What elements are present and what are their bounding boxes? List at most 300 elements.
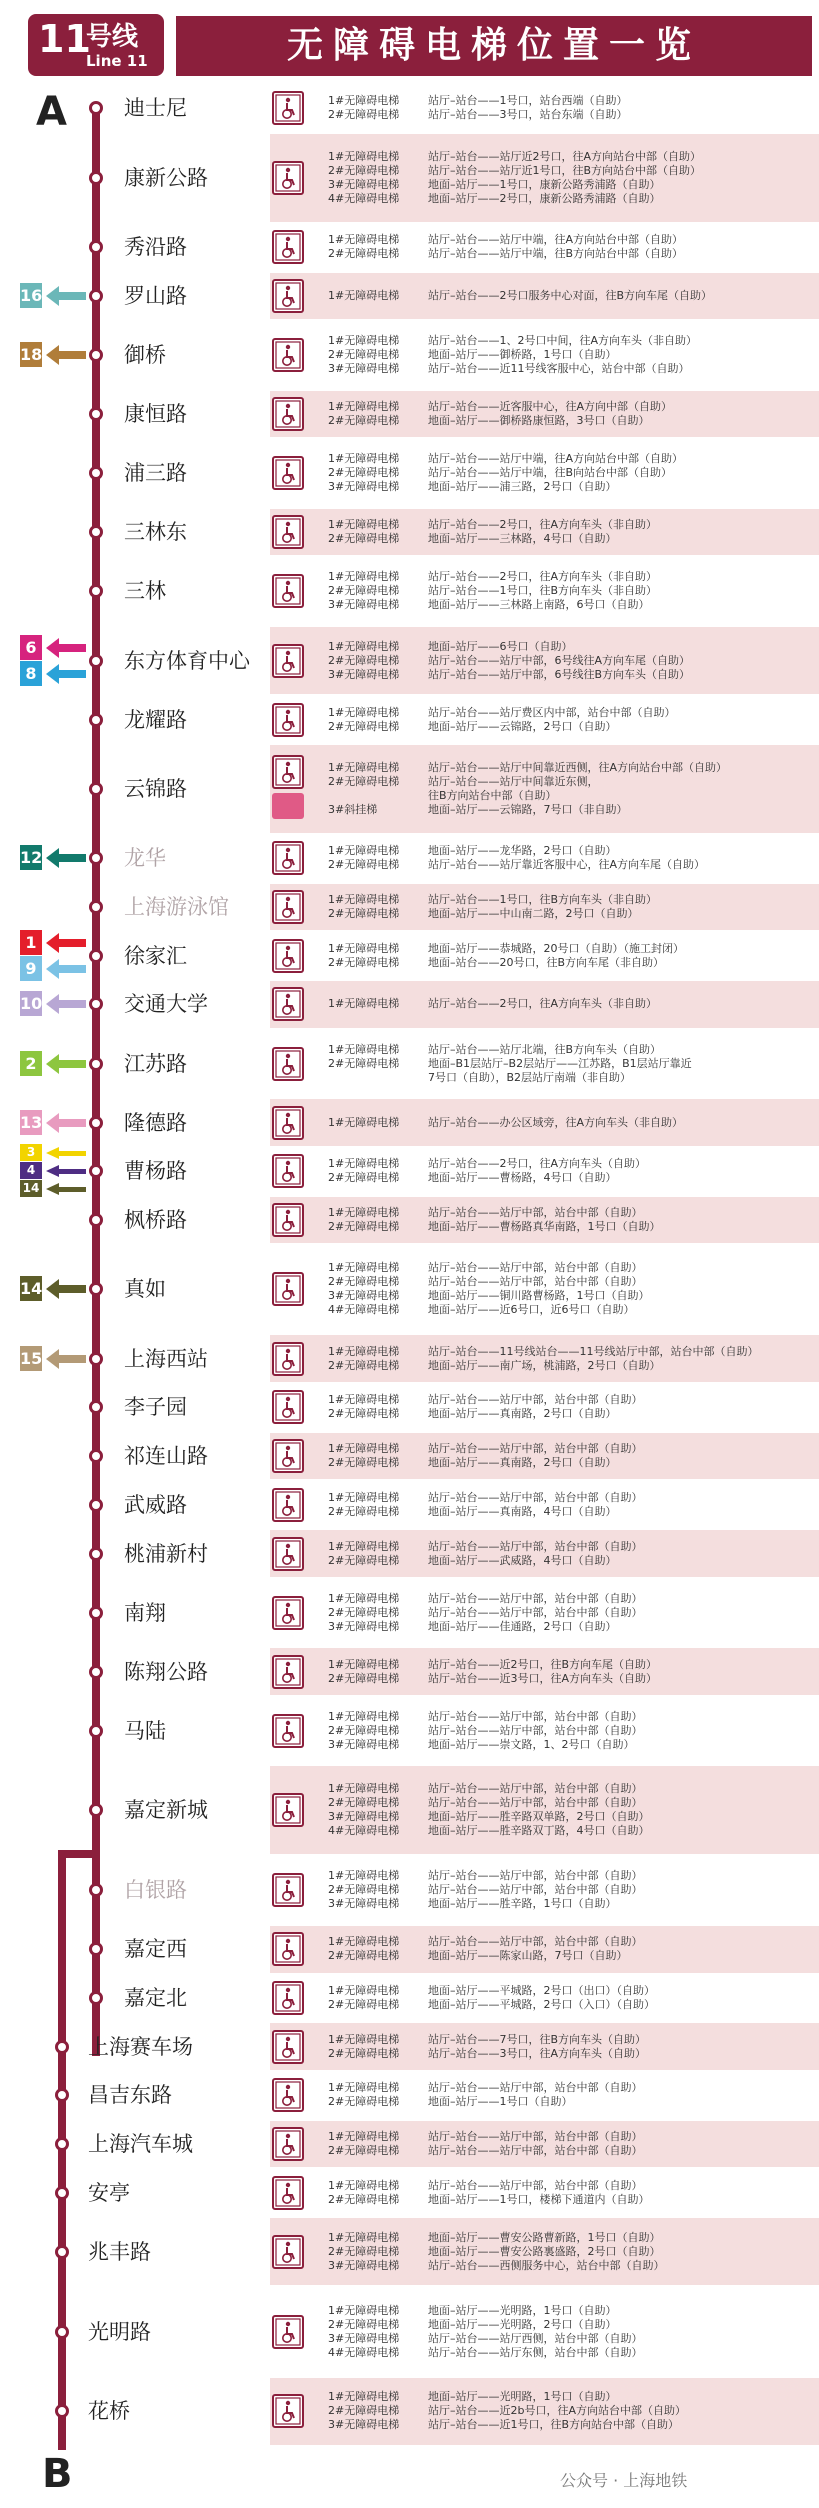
elevator-list [328,2231,813,2273]
elevator-name: 1#无障碍电梯 [328,1935,400,1949]
station-name: 马陆 [124,1718,166,1743]
elevator-entry [328,2418,813,2432]
wheelchair-elevator-icon [272,1655,304,1689]
elevator-name: 1#无障碍电梯 [328,1983,400,1997]
station-dot [55,2088,69,2102]
elevator-list [328,1491,813,1519]
station-dot [89,782,103,796]
station-name: 枫桥路 [124,1207,187,1232]
elevator-entry [328,518,813,532]
elevator-entry [328,761,813,775]
elevator-name: 1#无障碍电梯 [328,233,400,247]
elevator-entry [328,2404,813,2418]
elevator-location: 站厅–站台——2号口，往A方向车头（自助） [428,1157,647,1171]
elevator-entry [328,1897,813,1911]
elevator-name: 1#无障碍电梯 [328,705,400,719]
elevator-list [328,1043,813,1085]
transfer-line-badge: 9 [20,956,42,981]
elevator-list [328,1345,813,1373]
elevator-list [328,452,813,494]
elevator-entry [328,150,813,164]
elevator-location: 地面–站厅——1号口，康新公路秀浦路（自助） [428,177,661,191]
transfer-arrowhead-icon [46,286,59,306]
elevator-location: 站厅–站台——站厅中部，站台中部（自助） [428,1709,643,1723]
elevator-name: 1#无障碍电梯 [328,2303,400,2317]
station-dot [89,1547,103,1561]
elevator-location: 站厅–站台——近2b号口，往A方向站台中部（自助） [428,2404,687,2418]
elevator-name: 1#无障碍电梯 [328,2081,400,2095]
elevator-name: 1#无障碍电梯 [328,2230,400,2244]
station-name: 康新公路 [124,165,208,190]
station-dot [89,101,103,115]
elevator-name [328,1071,428,1085]
elevator-location: 站厅–站台——站厅中部，站台中部（自助） [428,2144,643,2157]
elevator-entry [328,2130,813,2144]
transfer-arrow-icon [58,1119,86,1127]
transfer-arrowhead-icon [46,638,59,658]
elevator-entry [328,2259,813,2273]
elevator-name: 2#无障碍电梯 [328,1504,400,1518]
elevator-location: 站厅–站台——7号口，往B方向车头（自助） [428,2032,647,2046]
elevator-location: 站厅–站台——站厅中部，6号线往B方向车头（自助） [428,667,691,681]
elevator-location: 站厅–站台——近3号口，往A方向车头（自助） [428,1671,658,1685]
elevator-name: 2#无障碍电梯 [328,2144,400,2157]
transfer-arrow-icon [58,1151,86,1156]
elevator-location: 地面–站厅——中山南二路，2号口（自助） [428,907,639,921]
wheelchair-elevator-icon [272,91,304,125]
elevator-location: 站厅–站台——2号口，往A方向车头（非自助） [428,570,658,584]
wheelchair-elevator-icon [272,2030,304,2064]
station-row [0,1383,819,1432]
wheelchair-elevator-icon [272,279,304,313]
elevator-name: 1#无障碍电梯 [328,518,400,532]
station-row [0,1098,819,1147]
elevator-location: 站厅–站台——1号口，往B方向车头（非自助） [428,893,658,907]
elevator-list [328,289,813,303]
elevator-entry [328,94,813,108]
elevator-location: 地面–站厅——武威路，4号口（自助） [428,1553,617,1567]
elevator-name: 3#无障碍电梯 [328,1897,400,1911]
elevator-list [328,400,813,428]
elevator-list [328,1658,813,1686]
station-name: 龙耀路 [124,707,187,732]
elevator-name: 2#无障碍电梯 [328,2244,400,2258]
elevator-location: 地面–站厅——三林路，4号口（自助） [428,532,617,546]
elevator-name: 1#无障碍电梯 [328,333,400,347]
station-name: 上海西站 [124,1346,208,1371]
elevator-entry [328,584,813,598]
wheelchair-elevator-icon [272,1203,304,1237]
elevator-list [328,893,813,921]
station-name: 东方体育中心 [124,648,250,673]
station-name: 白银路 [124,1878,187,1903]
elevator-entry [328,1442,813,1456]
elevator-location: 站厅–站台——站厅中部，站台中部（自助） [428,1869,643,1883]
elevator-location: 站厅–站台——近2号口，往B方向车尾（自助） [428,1657,658,1671]
elevator-list [328,518,813,546]
station-dot [55,2186,69,2200]
elevator-location: 站厅–站台——站厅中部，站台中部（自助） [428,1883,643,1897]
station-name: 真如 [124,1277,166,1302]
elevator-location: 往B方向站台中部（自助） [428,788,557,802]
elevator-location: 地面–站厅——真南路，2号口（自助） [428,1456,617,1470]
elevator-entry [328,2231,813,2245]
elevator-list [328,233,813,261]
elevator-location: 站厅–站台——1号口，往B方向车头（非自助） [428,584,658,598]
transfer-arrow-icon [58,1285,86,1293]
elevator-name: 2#无障碍电梯 [328,1407,400,1421]
station-row [0,1925,819,1974]
elevator-entry [328,1359,813,1373]
station-name: 秀沿路 [124,235,187,260]
elevator-name: 1#无障碍电梯 [328,2130,400,2143]
elevator-name: 4#无障碍电梯 [328,2345,400,2359]
station-row [0,1432,819,1481]
wheelchair-elevator-icon [272,1106,304,1140]
elevator-location: 地面–站厅——胜辛路，1号口（自助） [428,1897,617,1911]
station-row [0,1974,819,2023]
elevator-location: 地面–站厅——光明路，1号口（自助） [428,2390,617,2404]
elevator-entry [328,1935,813,1949]
elevator-name: 2#无障碍电梯 [328,413,400,427]
transfer-arrow-icon [58,1169,86,1174]
line-badge [28,14,164,76]
elevator-entry [328,532,813,546]
station-name: 龙华 [124,846,166,871]
wheelchair-elevator-icon [272,939,304,973]
elevator-entry [328,108,813,122]
station-row [0,1244,819,1334]
elevator-location: 地面–站厅——云锦路，7号口（非自助） [428,802,628,816]
elevator-name: 3#无障碍电梯 [328,2331,400,2345]
station-dot [55,2040,69,2054]
elevator-name: 2#无障碍电梯 [328,247,400,261]
station-row [0,223,819,272]
transfer-arrowhead-icon [46,994,59,1014]
watermark: 公众号 · 上海地铁 [560,2471,688,2490]
station-dot [89,1991,103,2005]
elevator-entry [328,1407,813,1421]
elevator-list [328,2179,813,2207]
elevator-name: 2#无障碍电梯 [328,1171,400,1185]
station-row [0,556,819,625]
transfer-arrowhead-icon [46,848,59,868]
station-dot [89,1665,103,1679]
elevator-list [328,1206,813,1234]
station-name: 桃浦新村 [124,1541,208,1566]
elevator-location: 站厅–站台——站厅中部，站台中部（自助） [428,1205,643,1219]
elevator-name: 1#无障碍电梯 [328,2032,400,2046]
station-row [0,1856,819,1925]
elevator-name: 2#无障碍电梯 [328,466,400,479]
transfer-line-badge: 2 [20,1051,42,1076]
elevator-name: 3#无障碍电梯 [328,2418,400,2432]
elevator-entry [328,452,813,466]
station-dot [55,2404,69,2418]
elevator-location: 地面–站厅——近6号口，近6号口（自助） [428,1303,635,1317]
elevator-list [328,1261,813,1317]
transfer-arrow-icon [58,854,86,862]
transfer-line-badge: 14 [20,1276,42,1301]
transfer-line-badge: 10 [20,991,42,1016]
wheelchair-elevator-icon [272,755,304,789]
station-row [0,1529,819,1578]
elevator-name: 1#无障碍电梯 [328,94,400,108]
elevator-location: 地面–站厅——1号口，楼梯下通道内（自助） [428,2192,650,2206]
elevator-entry [328,1289,813,1303]
elevator-entry [328,2047,813,2061]
elevator-name: 3#斜挂梯 [328,802,378,816]
station-dot [89,1803,103,1817]
station-row [0,84,819,133]
elevator-name: 3#无障碍电梯 [328,1737,400,1751]
elevator-name: 2#无障碍电梯 [328,163,400,177]
elevator-location: 站厅–站台——站厅中部，站台中部（自助） [428,1393,643,1407]
line-label-en: Line 11 [86,52,148,70]
station-name: 三林 [124,579,166,604]
elevator-entry [328,654,813,668]
elevator-entry [328,2193,813,2207]
elevator-entry [328,1592,813,1606]
elevator-name: 1#无障碍电梯 [328,1393,400,1407]
elevator-list [328,844,813,872]
station-dot [89,466,103,480]
elevator-location: 站厅–站台——2号口服务中心对面，往B方向车尾（自助） [428,288,713,302]
elevator-location: 地面–站厅——胜辛路双单路，2号口（自助） [428,1810,650,1824]
elevator-entry [328,1710,813,1724]
elevator-entry [328,1071,813,1085]
elevator-name: 2#无障碍电梯 [328,2095,400,2109]
elevator-location: 地面–站厅——曹杨路，4号口（自助） [428,1171,617,1185]
elevator-location: 地面–站厅——御桥路，1号口（自助） [428,347,617,361]
elevator-entry [328,1796,813,1810]
elevator-entry [328,2095,813,2109]
elevator-entry [328,192,813,206]
elevator-entry [328,844,813,858]
elevator-location: 地面–站厅——南广场，桃浦路，2号口（自助） [428,1358,661,1372]
elevator-name: 3#无障碍电梯 [328,1810,400,1824]
elevator-name: 3#无障碍电梯 [328,480,400,493]
wheelchair-elevator-icon [272,1439,304,1473]
elevator-name: 1#无障碍电梯 [328,1782,400,1796]
wheelchair-elevator-icon [272,1390,304,1424]
elevator-entry [328,1043,813,1057]
elevator-location: 地面–站厅——龙华路，2号口（自助） [428,844,617,858]
elevator-name: 2#无障碍电梯 [328,955,400,969]
elevator-entry [328,1261,813,1275]
wheelchair-elevator-icon [272,2176,304,2210]
wheelchair-elevator-icon [272,644,304,678]
wheelchair-elevator-icon [272,574,304,608]
elevator-entry [328,2332,813,2346]
elevator-name: 3#无障碍电梯 [328,1619,400,1633]
elevator-location: 站厅–站台——站厅中部，站台中部（自助） [428,1796,643,1810]
elevator-location: 站厅–站台——2号口，往A方向车头（非自助） [428,518,658,532]
station-dot [89,1282,103,1296]
elevator-location: 地面–站厅——光明路，1号口（自助） [428,2303,617,2317]
station-dot [89,900,103,914]
elevator-name: 3#无障碍电梯 [328,598,400,612]
wheelchair-elevator-icon [272,1596,304,1630]
station-dot [89,1116,103,1130]
transfer-line-badge: 12 [20,845,42,870]
elevator-location: 站厅–站台——办公区域旁，往A方向车头（非自助） [428,1115,684,1129]
station-row [0,1578,819,1647]
station-name: 御桥 [124,342,166,367]
elevator-entry [328,942,813,956]
transfer-arrow-icon [58,1355,86,1363]
elevator-location: 地面–站厅——佳通路，2号口（自助） [428,1619,617,1633]
elevator-name: 3#无障碍电梯 [328,667,400,681]
elevator-location: 站厅–站台——站厅中端，往B方向站台中部（自助） [428,247,684,261]
wheelchair-elevator-icon [272,1488,304,1522]
transfer-arrowhead-icon [46,1183,59,1195]
wheelchair-elevator-icon [272,2127,304,2161]
station-row [0,1147,819,1196]
elevator-location: 站厅–站台——站厅费区内中部，站台中部（自助） [428,705,676,719]
station-dot [89,348,103,362]
station-row [0,2217,819,2286]
elevator-name: 1#无障碍电梯 [328,1344,400,1358]
wheelchair-elevator-icon [272,1873,304,1907]
elevator-location: 站厅–站台——1号口，站台西端（自助） [428,94,628,108]
elevator-name: 1#无障碍电梯 [328,1591,400,1605]
station-dot [89,949,103,963]
elevator-entry [328,2318,813,2332]
station-name: 祁连山路 [124,1444,208,1469]
wheelchair-elevator-icon [272,2315,304,2349]
station-row [0,438,819,507]
transfer-arrowhead-icon [46,1054,59,1074]
station-row [0,744,819,834]
elevator-location: 站厅–站台——站厅中部，站台中部（自助） [428,1261,643,1275]
elevator-location: 地面–站厅——平城路，2号口（入口）（自助） [428,1997,655,2011]
transfer-arrow-icon [58,292,86,300]
elevator-entry [328,956,813,970]
station-row [0,695,819,744]
elevator-location: 站厅–站台——近1号口，往B方向站台中部（自助） [428,2418,680,2432]
station-row [0,1480,819,1529]
elevator-location: 站厅–站台——站厅中端，往A方向站台中部（自助） [428,452,684,465]
transfer-arrowhead-icon [46,664,59,684]
elevator-entry [328,164,813,178]
elevator-entry [328,1998,813,2012]
elevator-list [328,1116,813,1130]
station-row [0,834,819,883]
elevator-entry [328,598,813,612]
elevator-entry [328,1057,813,1071]
elevator-list [328,2033,813,2061]
elevator-name: 2#无障碍电梯 [328,1883,400,1897]
station-name: 光明路 [88,2319,151,2344]
elevator-name: 2#无障碍电梯 [328,2404,400,2418]
transfer-arrow-icon [58,1060,86,1068]
elevator-list [328,1782,813,1838]
station-name: 三林东 [124,520,187,545]
elevator-name: 2#无障碍电梯 [328,2192,400,2206]
elevator-name: 2#无障碍电梯 [328,1275,400,1289]
elevator-entry [328,640,813,654]
elevator-name: 1#无障碍电梯 [328,1205,400,1219]
elevator-entry [328,1658,813,1672]
transfer-line-badge: 14 [20,1180,42,1197]
elevator-location: 地面–站厅——曹安公路曹新路，1号口（自助） [428,2230,661,2244]
elevator-list [328,1157,813,1185]
station-row [0,272,819,321]
wheelchair-elevator-icon [272,987,304,1021]
station-row [0,320,819,389]
station-dot [55,2325,69,2339]
wheelchair-elevator-icon [272,397,304,431]
wheelchair-elevator-icon [272,1932,304,1966]
station-row [0,980,819,1029]
elevator-location: 站厅–站台——站厅中部，站台中部（自助） [428,1782,643,1796]
elevator-list [328,94,813,122]
elevator-entry [328,2081,813,2095]
elevator-location: 站厅–站台——1、2号口中间，往A方向车头（非自助） [428,333,698,347]
transfer-line-badge: 6 [20,635,42,660]
elevator-entry [328,348,813,362]
transfer-arrowhead-icon [46,345,59,365]
elevator-location: 站厅–站台——站厅中部，站台中部（自助） [428,1605,643,1619]
station-row [0,1696,819,1765]
elevator-name: 4#无障碍电梯 [328,1303,400,1317]
elevator-entry [328,2245,813,2259]
elevator-name: 1#无障碍电梯 [328,1442,400,1456]
elevator-location: 站厅–站台——站厅中部，站台中部（自助） [428,1442,643,1456]
elevator-entry [328,1491,813,1505]
elevator-entry [328,1883,813,1897]
elevator-location: 地面–B1层站厅–B2层站厅——江苏路，B1层站厅靠近 [428,1056,692,1070]
elevator-entry [328,1810,813,1824]
elevator-location: 站厅–站台——站厅中部，站台中部（自助） [428,1275,643,1289]
station-row [0,1647,819,1696]
transfer-line-badge: 16 [20,283,42,308]
elevator-entry [328,1157,813,1171]
elevator-name: 2#无障碍电梯 [328,108,400,122]
elevator-name: 3#无障碍电梯 [328,177,400,191]
stair-lift-icon [272,793,304,819]
station-dot [89,1352,103,1366]
elevator-location: 站厅–站台——站厅东侧，站台中部（自助） [428,2345,643,2359]
elevator-name: 2#无障碍电梯 [328,858,400,872]
elevator-location: 地面–站厅——2号口，康新公路秀浦路（自助） [428,191,661,205]
elevator-name: 1#无障碍电梯 [328,1115,400,1129]
station-dot [89,584,103,598]
station-dot [89,654,103,668]
station-dot [89,1449,103,1463]
wheelchair-elevator-icon [272,2394,304,2428]
station-dot [89,1213,103,1227]
station-name: 迪士尼 [124,96,187,121]
transfer-arrowhead-icon [46,1147,59,1159]
elevator-location: 站厅–站台——站厅中部，站台中部（自助） [428,1490,643,1504]
elevator-location: 7号口（自助），B2层站厅南端（非自助） [428,1070,632,1084]
end-terminal-label: B [42,2451,73,2497]
elevator-name: 1#无障碍电梯 [328,639,400,653]
elevator-entry [328,289,813,303]
station-name: 上海游泳馆 [124,895,229,920]
elevator-name: 2#无障碍电梯 [328,774,400,788]
elevator-entry [328,466,813,480]
station-row [0,390,819,439]
elevator-name: 2#无障碍电梯 [328,1949,400,1963]
elevator-name: 2#无障碍电梯 [328,584,400,598]
transfer-line-badge: 18 [20,342,42,367]
elevator-entry [328,1220,813,1234]
elevator-location: 地面–站厅——曹安公路裏盛路，2号口（自助） [428,2244,661,2258]
transfer-arrowhead-icon [46,1165,59,1177]
